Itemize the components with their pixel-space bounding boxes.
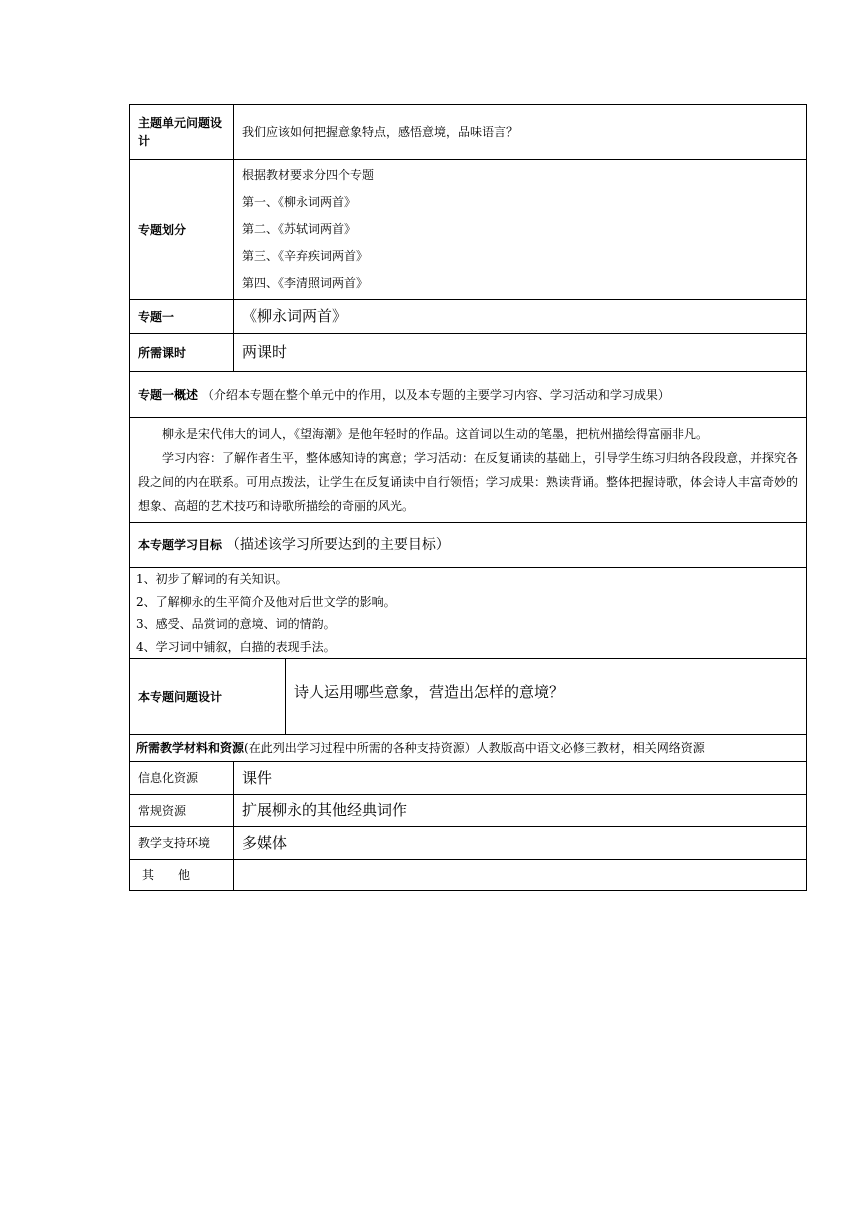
materials-label: 所需教学材料和资源 xyxy=(136,741,245,755)
unit-question-label: 主题单元问题设计 xyxy=(130,105,234,160)
goal-item: 4、学习词中铺叙，白描的表现手法。 xyxy=(136,639,336,654)
topic-division-line: 第三、《辛弃疾词两首》 xyxy=(242,249,369,263)
row-info-resource xyxy=(130,762,807,795)
goals-hint: （描述该学习所要达到的主要目标） xyxy=(225,536,450,553)
goal-item: 2、了解柳永的生平简介及他对后世文学的影响。 xyxy=(136,594,396,609)
row-topic-division xyxy=(130,160,807,300)
other-label: 其 他 xyxy=(130,860,234,891)
problem-design-value: 诗人运用哪些意象，营造出怎样的意境？ xyxy=(286,659,807,735)
row-problem-design xyxy=(130,659,807,735)
problem-design-label: 本专题问题设计 xyxy=(130,659,286,735)
lesson-plan-form xyxy=(129,104,806,891)
other-value xyxy=(234,860,807,891)
topic-division-line: 第四、《李清照词两首》 xyxy=(242,276,369,290)
environment-label: 教学支持环境 xyxy=(130,827,234,860)
row-regular-resource xyxy=(130,795,807,827)
lesson-plan-table xyxy=(129,104,807,891)
row-overview-body xyxy=(130,418,807,523)
class-hours-label: 所需课时 xyxy=(130,334,234,372)
row-materials xyxy=(130,735,807,762)
overview-paragraph: 柳永是宋代伟大的词人，《望海潮》是他年轻时的作品。这首词以生动的笔墨，把杭州描绘得富丽非凡。 xyxy=(162,427,709,441)
row-unit-question xyxy=(130,105,807,160)
goals-header xyxy=(130,523,807,568)
topic-division-line: 第二、《苏轼词两首》 xyxy=(242,222,357,236)
row-goals-list xyxy=(130,568,807,659)
info-resource-label: 信息化资源 xyxy=(130,762,234,795)
regular-resource-value: 扩展柳永的其他经典词作 xyxy=(234,795,807,827)
class-hours-value: 两课时 xyxy=(234,334,807,372)
overview-header xyxy=(130,372,807,418)
topic-division-list xyxy=(234,160,807,300)
unit-question-value: 我们应该如何把握意象特点，感悟意境，品味语言？ xyxy=(234,105,807,160)
row-goals-header xyxy=(130,523,807,568)
materials-value: 人教版高中语文必修三教材，相关网络资源 xyxy=(476,741,705,755)
goal-item: 3、感受、品赏词的意境、词的情韵。 xyxy=(136,617,336,631)
overview-body xyxy=(130,418,807,523)
regular-resource-label: 常规资源 xyxy=(130,795,234,827)
row-overview-header xyxy=(130,372,807,418)
row-environment xyxy=(130,827,807,860)
topic-division-label: 专题划分 xyxy=(130,160,234,300)
info-resource-value: 课件 xyxy=(234,762,807,795)
materials-hint: (在此列出学习过程中所需的各种支持资源） xyxy=(244,741,477,755)
goals-list xyxy=(130,568,807,659)
overview-paragraph: 学习内容：了解作者生平，整体感知诗的寓意；学习活动：在反复诵读的基础上，引导学生练习归纳各段段意，并探究各段之间的内在联系。可用点拨法，让学生在反复诵读中自行领悟；学习成果：熟读背诵。整体把握诗歌，体会诗人丰富奇妙的想象、高超的艺术技巧和诗歌所描绘的奇丽的风光。 xyxy=(138,451,799,513)
row-class-hours xyxy=(130,334,807,372)
topic-one-value: 《柳永词两首》 xyxy=(234,300,807,334)
overview-label: 专题一概述 xyxy=(138,387,199,402)
row-topic-one xyxy=(130,300,807,334)
topic-one-label: 专题一 xyxy=(130,300,234,334)
row-other xyxy=(130,860,807,891)
topic-division-line: 根据教材要求分四个专题 xyxy=(242,168,375,182)
topic-division-line: 第一、《柳永词两首》 xyxy=(242,195,357,209)
materials-cell xyxy=(130,735,807,762)
environment-value: 多媒体 xyxy=(234,827,807,860)
overview-hint: （介绍本专题在整个单元中的作用，以及本专题的主要学习内容、学习活动和学习成果） xyxy=(201,387,670,402)
goal-item: 1、初步了解词的有关知识。 xyxy=(136,572,288,586)
goals-label: 本专题学习目标 xyxy=(138,537,223,552)
